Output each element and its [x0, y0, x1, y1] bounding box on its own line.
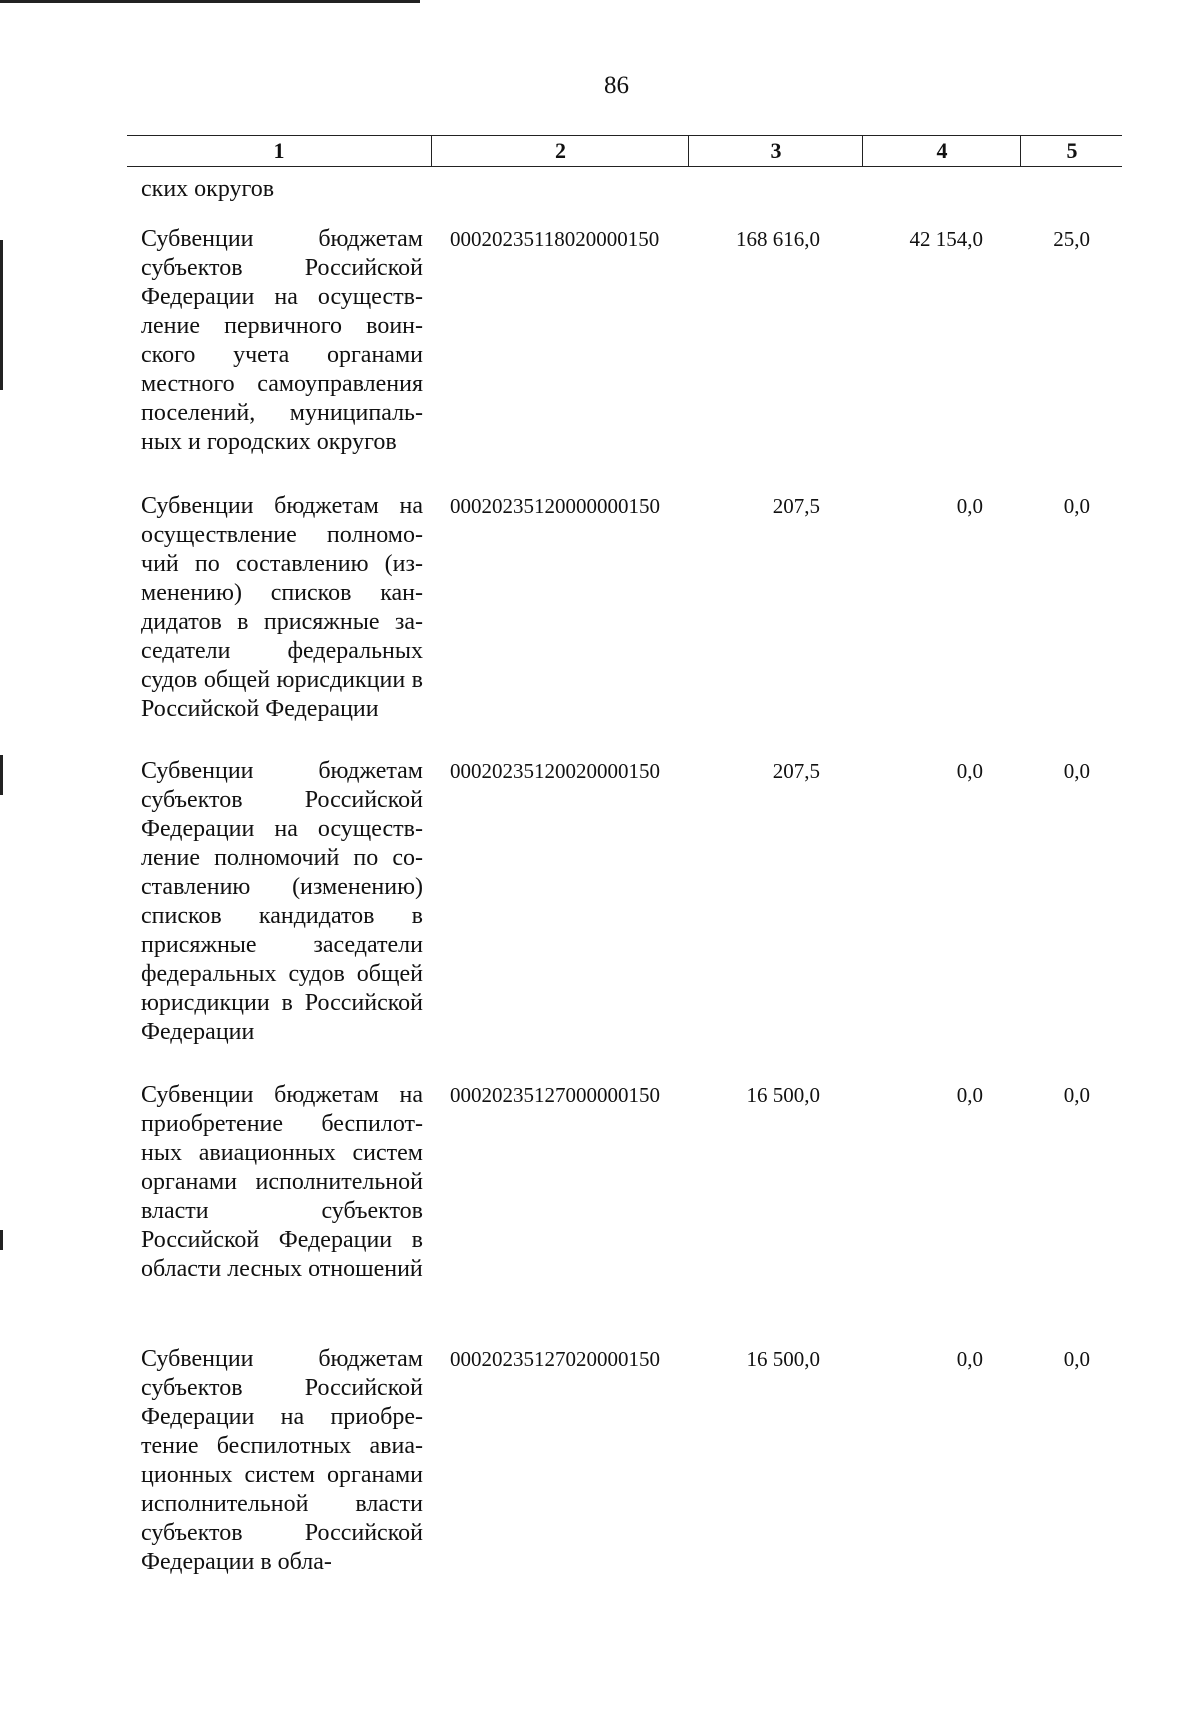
row-name: Субвенции бюджетам субъектов Российской Федерации на осуществление полномочий по составлению (изменению) списков кандидатов в присяжные заседатели федеральных судов общей юрисдикции в Российской Федерации [141, 758, 423, 1045]
table-header [127, 135, 1122, 167]
margin-line [0, 1230, 3, 1250]
margin-line [0, 755, 3, 795]
row-col5: 25,0 [1053, 227, 1090, 251]
margin-line [0, 240, 3, 390]
header-col-4: 4 [862, 136, 1021, 166]
row-col5: 0,0 [1063, 1347, 1090, 1371]
row-name: Субвенции бюджетам на приобретение беспилотных авиационных систем органами исполнительной власти субъектов Российской Федерации в области лесных отношений [141, 1082, 423, 1282]
row-code: 00020235127000000150 [450, 1083, 660, 1107]
row-code: 00020235120020000150 [450, 759, 660, 783]
row-col5: 0,0 [1063, 759, 1090, 783]
row-col4: 0,0 [956, 1083, 983, 1107]
row-col3: 168 616,0 [736, 227, 820, 251]
row-name: Субвенции бюджетам субъектов Российской Федерации на осуществление первичного воинского учета органами местного самоуправления поселений, муниципальных и городских округов [141, 226, 423, 455]
row-col4: 0,0 [956, 1347, 983, 1371]
row-col3: 207,5 [772, 759, 820, 783]
header-col-1: 1 [273, 138, 285, 163]
row-col5: 0,0 [1063, 1083, 1090, 1107]
row-col5: 0,0 [1063, 494, 1090, 518]
row-code: 00020235120000000150 [450, 494, 660, 518]
header-col-5: 5 [1020, 136, 1123, 166]
row-name: Субвенции бюджетам на осуществление полномочий по составлению (изменению) списков кандидатов в присяжные заседатели федеральных судов общей юрисдикции в Российской Федерации [141, 493, 423, 722]
page-number: 86 [604, 72, 629, 99]
row-col3: 16 500,0 [746, 1347, 820, 1371]
margin-line [0, 0, 420, 3]
row-col4: 0,0 [956, 494, 983, 518]
row-name: Субвенции бюджетам субъектов Российской Федерации на приобретение беспилотных авиационных систем органами исполнительной власти субъектов Российской Федерации в обла- [141, 1346, 423, 1575]
row-code: 00020235118020000150 [450, 227, 660, 251]
row-col4: 0,0 [956, 759, 983, 783]
row-col4: 42 154,0 [909, 227, 983, 251]
header-col-3: 3 [688, 136, 863, 166]
row-col3: 16 500,0 [746, 1083, 820, 1107]
header-col-2: 2 [431, 136, 689, 166]
continuation-text: ских округов [141, 176, 275, 202]
row-col3: 207,5 [772, 494, 820, 518]
row-code: 00020235127020000150 [450, 1347, 660, 1371]
